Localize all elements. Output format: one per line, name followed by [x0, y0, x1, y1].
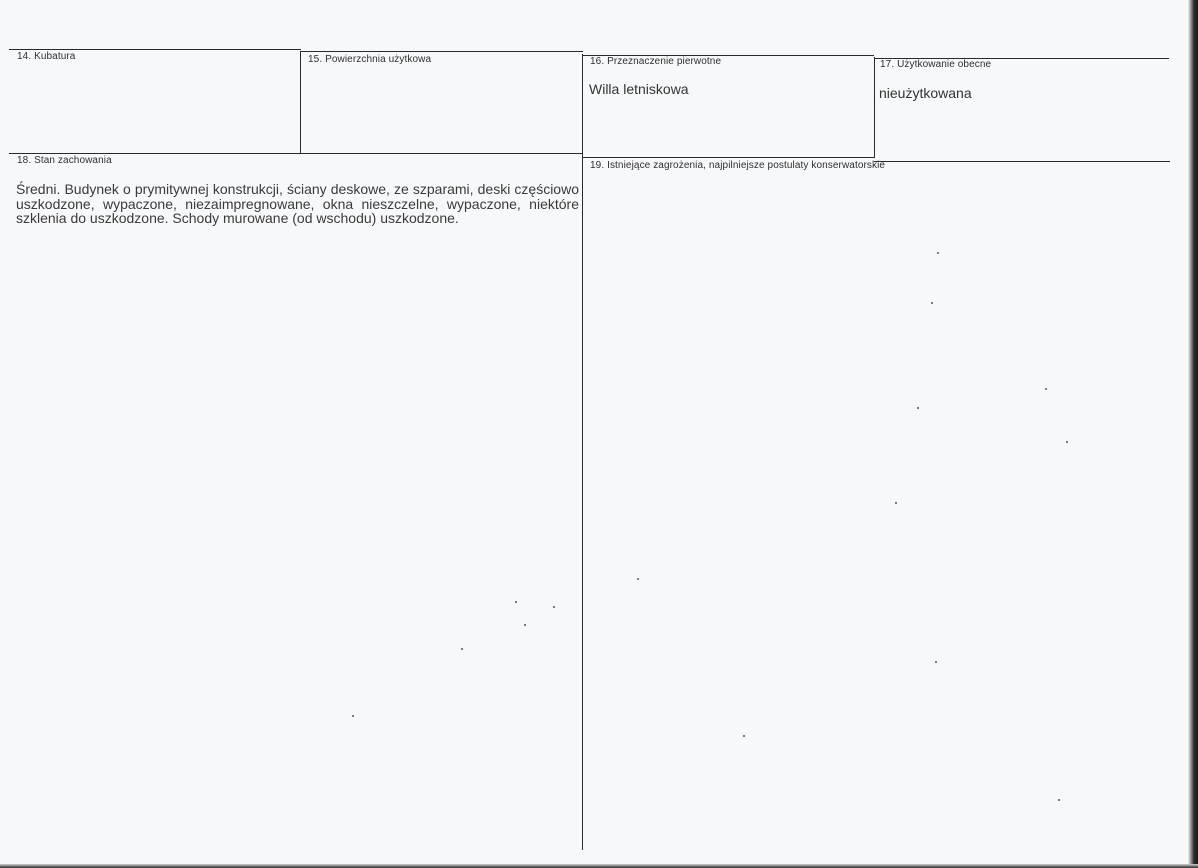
field-19-label: 19. Istniejące zagrożenia, najpilniejsze postulaty konserwatorskie	[590, 160, 886, 171]
field-18-label: 18. Stan zachowania	[17, 155, 112, 166]
field-15-label: 15. Powierzchnia użytkowa	[308, 54, 432, 65]
row1-top-border	[9, 49, 301, 50]
row2-top-border	[583, 157, 874, 158]
scan-speck	[1045, 388, 1047, 390]
field-18-value: Średni. Budynek o prymitywnej konstrukcji, ściany deskowe, ze szparami, deski częściowo uszkodzone, wypaczone, niezaimpregnowane, okna nieszczelne, wypaczone, niektóre szklenia do uszkodzone. Schody murowane (od wschodu) uszkodzone.	[16, 181, 579, 226]
row2-top-border	[9, 153, 583, 154]
row1-top-border	[301, 51, 583, 52]
row2-top-border	[874, 161, 1170, 162]
scan-speck	[352, 715, 354, 717]
scan-bottom-edge	[0, 864, 1198, 868]
scan-speck	[895, 502, 897, 504]
scan-speck	[1066, 441, 1068, 443]
column-divider	[300, 51, 301, 153]
field-17-value: nieużytkowana	[879, 85, 972, 101]
scan-speck	[935, 661, 937, 663]
scan-speck	[743, 735, 745, 737]
scan-speck	[553, 606, 555, 608]
field-14-label: 14. Kubatura	[17, 51, 76, 62]
field-17-label: 17. Użytkowanie obecne	[880, 59, 992, 70]
scan-speck	[931, 302, 933, 304]
scan-speck	[524, 624, 526, 626]
column-divider	[582, 54, 583, 850]
column-divider	[874, 57, 875, 158]
scan-speck	[937, 252, 939, 254]
scan-right-edge	[1188, 0, 1198, 868]
field-16-label: 16. Przeznaczenie pierwotne	[590, 56, 722, 67]
scan-speck	[637, 578, 639, 580]
scan-speck	[1058, 799, 1060, 801]
scan-speck	[917, 407, 919, 409]
scan-speck	[515, 601, 517, 603]
field-16-value: Willa letniskowa	[589, 81, 689, 97]
scan-speck	[461, 648, 463, 650]
